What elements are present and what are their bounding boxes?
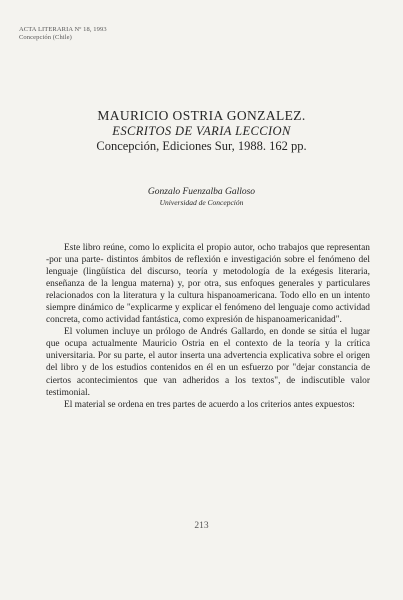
reviewer-name: Gonzalo Fuenzalba Galloso: [147, 187, 256, 197]
review-body: [46, 242, 370, 411]
body-paragraph: El volumen incluye un prólogo de Andrés Gallardo, en donde se sitúa el lugar que ocupa actualmente Mauricio Ostria en el contexto de la teoría y la crítica universitaria. Por su parte, el autor inserta una advertencia explicativa sobre el origen del libro y de los estudios contenidos en él en un esfuerzo por "dejar constancia de ciertos acontecimientos que van adheridos a los textos", de indiscutible valor testimonial.: [46, 327, 370, 398]
reviewer-affiliation: Universidad de Concepción: [159, 198, 244, 207]
journal-header: [19, 26, 107, 41]
body-paragraph: Este libro reúne, como lo explicita el propio autor, ocho trabajos que representan -por una parte- distintos ámbitos de reflexión e investigación sobre el fenómeno del lenguaje (lingüística del discurso, teoría y metodología de la exégesis literaria, enseñanza de la lengua materna) y, por otra, sus enfoques generales y particulares relacionados con la literatura y la cultura hispanoamericana. Todo ello en un intento siempre dinámico de "explicarme y explicar el fenómeno del lenguaje como actividad concreta, como actividad fantástica, como expresión de hispanoamericanidad".: [46, 243, 370, 326]
place-line: Concepción (Chile): [19, 33, 72, 41]
book-title: ESCRITOS DE VARIA LECCION: [112, 124, 291, 138]
page-number: 213: [194, 521, 209, 531]
reviewer-block: [0, 186, 403, 208]
book-author: MAURICIO OSTRIA GONZALEZ.: [97, 108, 306, 123]
publication-info: Concepción, Ediciones Sur, 1988. 162 pp.: [96, 139, 307, 153]
review-title-block: [0, 108, 403, 154]
journal-line: ACTA LITERARIA Nº 18, 1993: [19, 26, 107, 33]
body-paragraph: El material se ordena en tres partes de acuerdo a los criterios antes expuestos:: [64, 399, 355, 410]
